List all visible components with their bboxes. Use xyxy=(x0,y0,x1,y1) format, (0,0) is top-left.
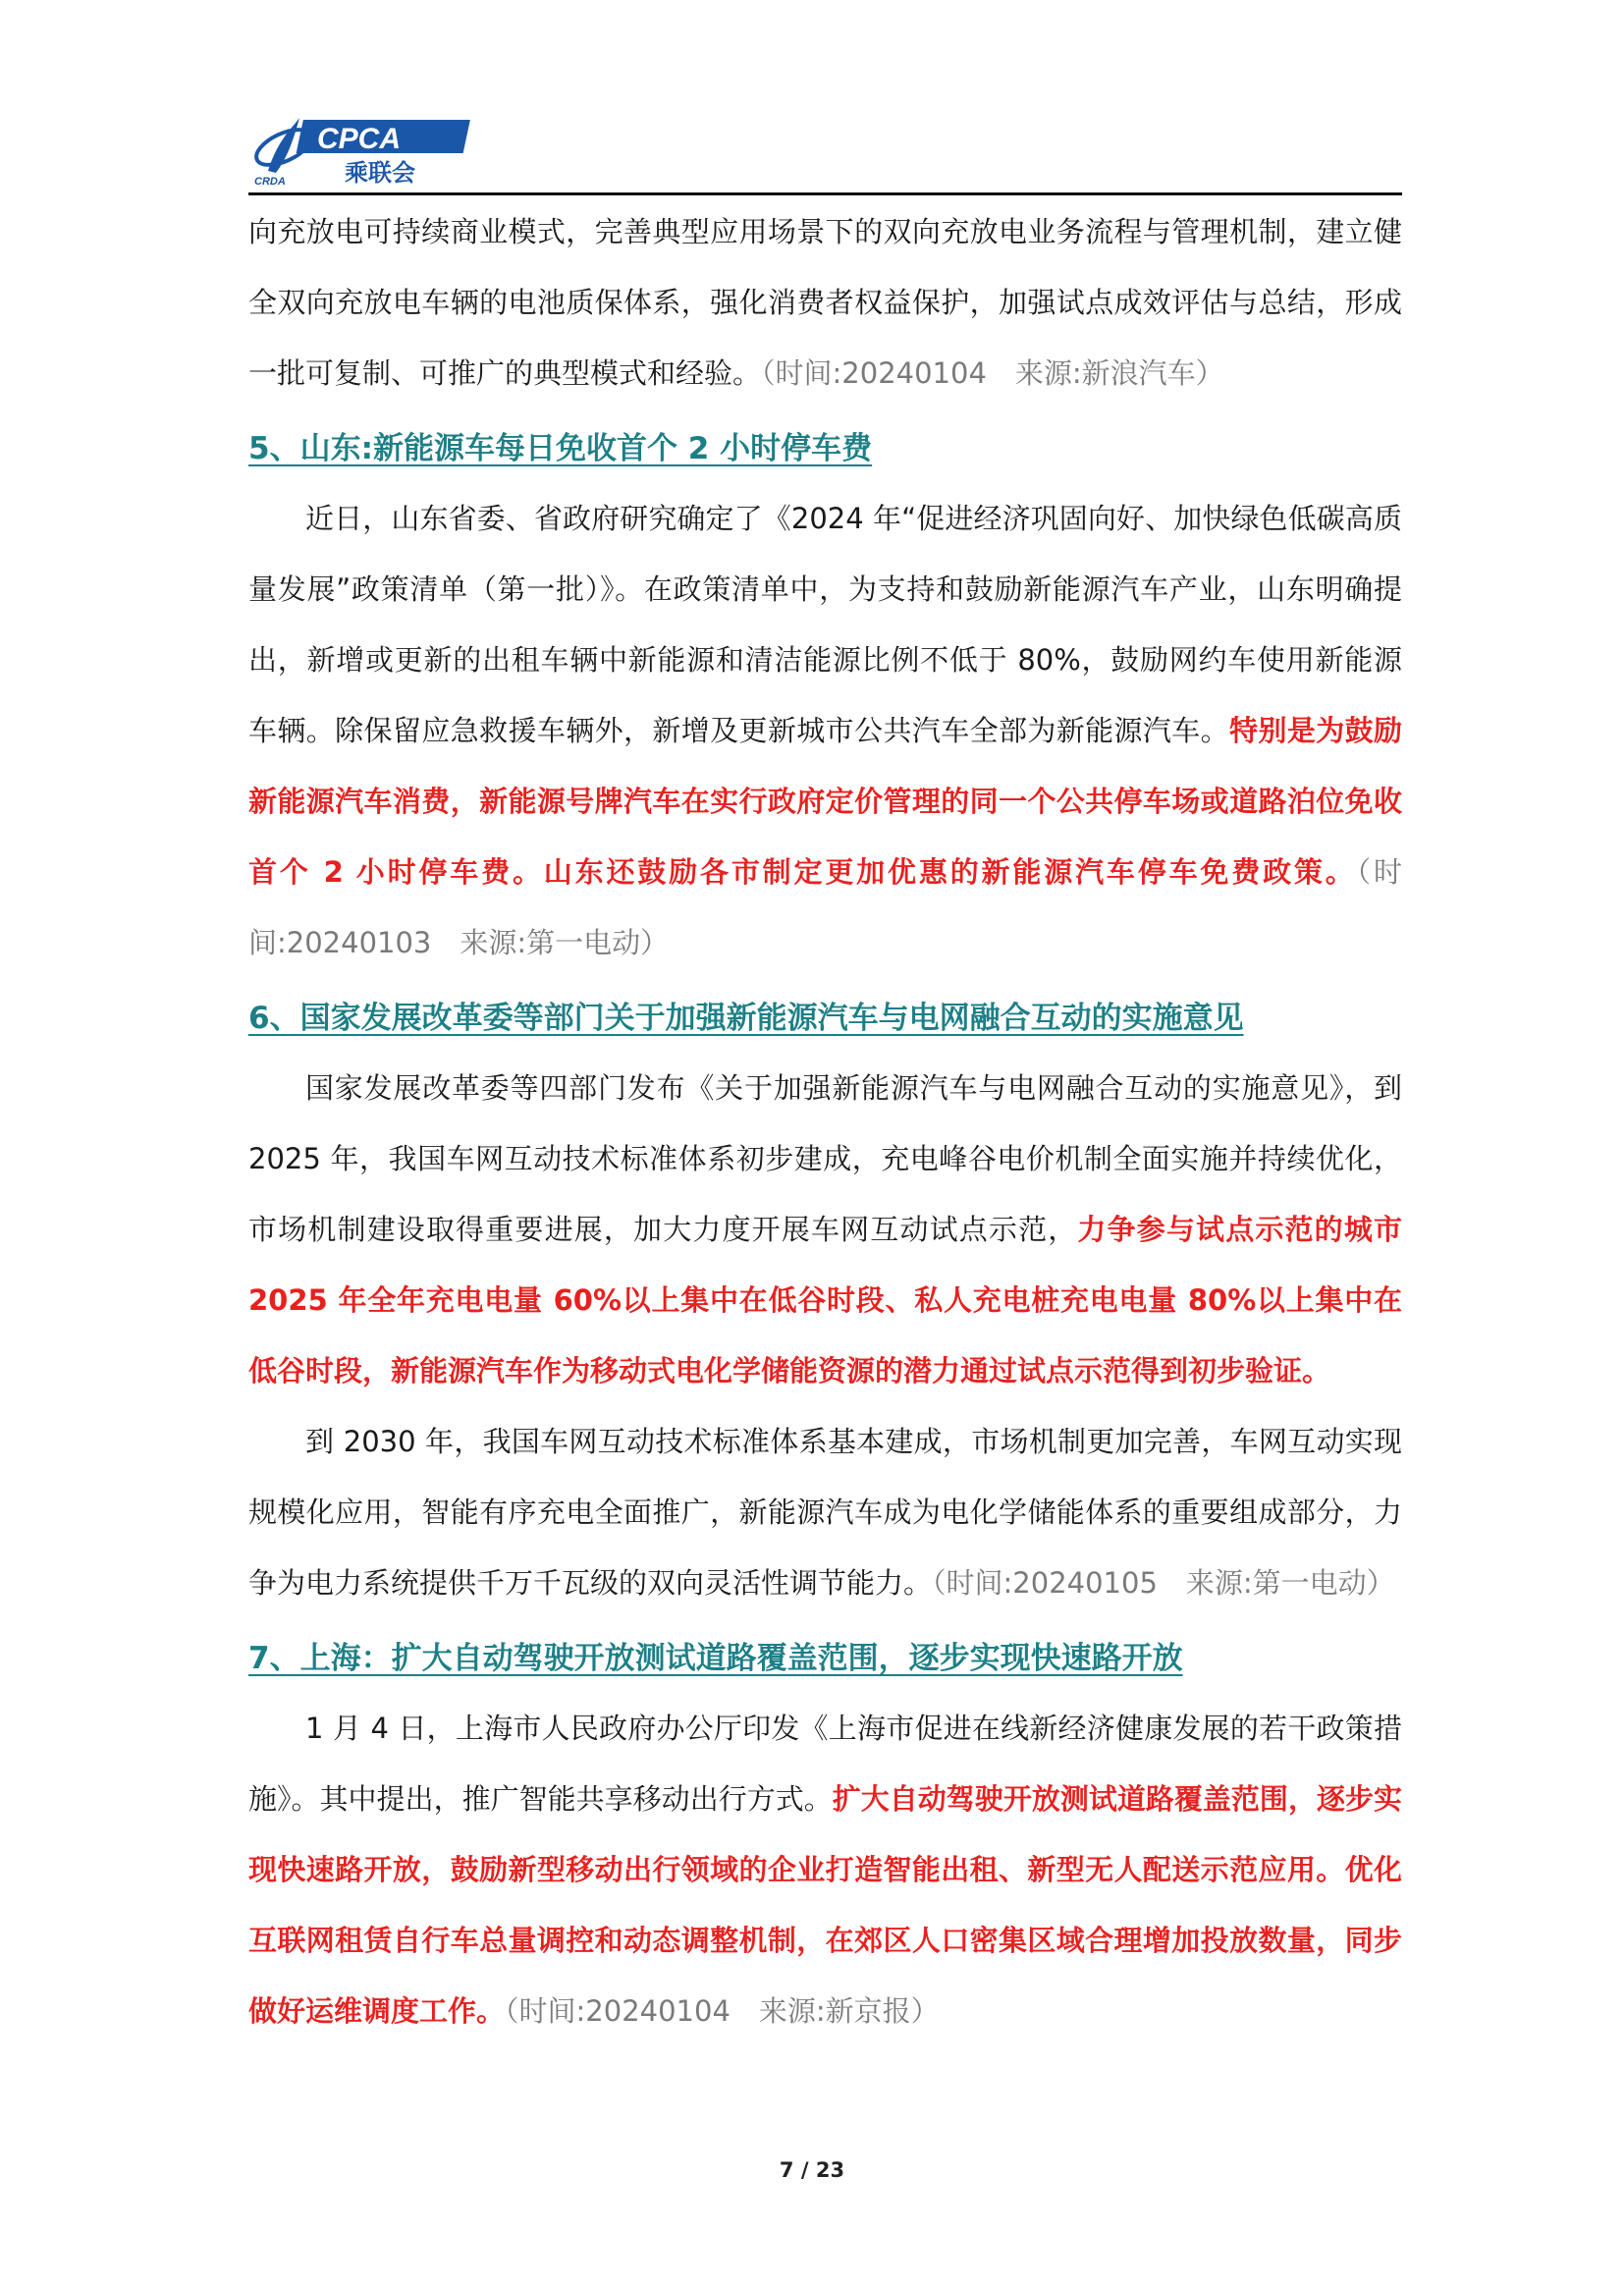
highlight-text: 扩大自动驾驶开放测试道路覆盖范围，逐步实现快速路开放，鼓励新型移动出行领域的企业打造智能出租、新型无人配送示范应用。优化互联网租赁自行车总量调控和动态调整机制，在郊区人口密集区域合理增加投放数量，同步做好运维调度工作。 xyxy=(248,1782,1402,2028)
highlight-text: 特别是为鼓励新能源汽车消费，新能源号牌汽车在实行政府定价管理的同一个公共停车场或道路泊位免收首个 2 小时停车费。山东还鼓励各市制定更加优惠的新能源汽车停车免费政策。 xyxy=(248,714,1402,889)
source-note: （时间:20240104 来源:新京报） xyxy=(505,1994,940,2028)
source-note: （时间:20240104 来源:新浪汽车） xyxy=(761,356,1224,390)
document-body xyxy=(248,196,1402,2046)
page-number: 7 / 23 xyxy=(779,2158,845,2182)
section-7-heading: 7、上海：扩大自动驾驶开放测试道路覆盖范围，逐步实现快速路开放 xyxy=(248,1641,1183,1676)
page-header xyxy=(248,110,1402,198)
source-note: （时间:20240103 来源:第一电动） xyxy=(248,855,1402,959)
svg-text:CRDA: CRDA xyxy=(254,176,286,188)
cpca-logo xyxy=(248,110,484,189)
highlight-text: 力争参与试点示范的城市 2025 年全年充电电量 60%以上集中在低谷时段、私人充电桩充电电量 80%以上集中在低谷时段，新能源汽车作为移动式电化学储能资源的潜力通过试点示范得到初步验证。 xyxy=(248,1213,1402,1387)
svg-text:CPCA: CPCA xyxy=(317,123,402,155)
section-6-heading: 6、国家发展改革委等部门关于加强新能源汽车与电网融合互动的实施意见 xyxy=(248,1001,1244,1036)
section-5-paragraph: 近日，山东省委、省政府研究确定了《2024 年“促进经济巩固向好、加快绿色低碳高质量发展”政策清单（第一批）》。在政策清单中，为支持和鼓励新能源汽车产业，山东明确提出，新增或更新的出租车辆中新能源和清洁能源比例不低于 80%，鼓励网约车使用新能源车辆。除保留应急救援车辆外，新增及更新城市公共汽车全部为新能源汽车。特别是为鼓励新能源汽车消费，新能源号牌汽车在实行政府定价管理的同一个公共停车场或道路泊位免收首个 2 小时停车费。山东还鼓励各市制定更加优惠的新能源汽车停车免费政策。（时间:20240103 来源:第一电动） xyxy=(248,502,1402,959)
header-rule xyxy=(248,192,1402,195)
svg-text:乘联会: 乘联会 xyxy=(345,159,415,187)
section-6-paragraph: 国家发展改革委等四部门发布《关于加强新能源汽车与电网融合互动的实施意见》，到 2025 年，我国车网互动技术标准体系初步建成，充电峰谷电价机制全面实施并持续优化，市场机制建设取得重要进展，加大力度开展车网互动试点示范，力争参与试点示范的城市 2025 年全年充电电量 60%以上集中在低谷时段、私人充电桩充电电量 80%以上集中在低谷时段，新能源汽车作为移动式电化学储能资源的潜力通过试点示范得到初步验证。 xyxy=(248,1071,1402,1387)
section-5-heading: 5、山东:新能源车每日免收首个 2 小时停车费 xyxy=(248,431,873,466)
section-6-paragraph-2: 到 2030 年，我国车网互动技术标准体系基本建成，市场机制更加完善，车网互动实现规模化应用，智能有序充电全面推广，新能源汽车成为电化学储能体系的重要组成部分，力争为电力系统提供千万千瓦级的双向灵活性调节能力。（时间:20240105 来源:第一电动） xyxy=(248,1425,1402,1600)
section-7-paragraph: 1 月 4 日，上海市人民政府办公厅印发《上海市促进在线新经济健康发展的若干政策措施》。其中提出，推广智能共享移动出行方式。扩大自动驾驶开放测试道路覆盖范围，逐步实现快速路开放，鼓励新型移动出行领域的企业打造智能出租、新型无人配送示范应用。优化互联网租赁自行车总量调控和动态调整机制，在郊区人口密集区域合理增加投放数量，同步做好运维调度工作。（时间:20240104 来源:新京报） xyxy=(248,1712,1402,2028)
source-note: （时间:20240105 来源:第一电动） xyxy=(932,1566,1395,1600)
intro-paragraph: 向充放电可持续商业模式，完善典型应用场景下的双向充放电业务流程与管理机制，建立健全双向充放电车辆的电池质保体系，强化消费者权益保护，加强试点成效评估与总结，形成一批可复制、可推广的典型模式和经验。（时间:20240104 来源:新浪汽车） xyxy=(248,215,1402,390)
